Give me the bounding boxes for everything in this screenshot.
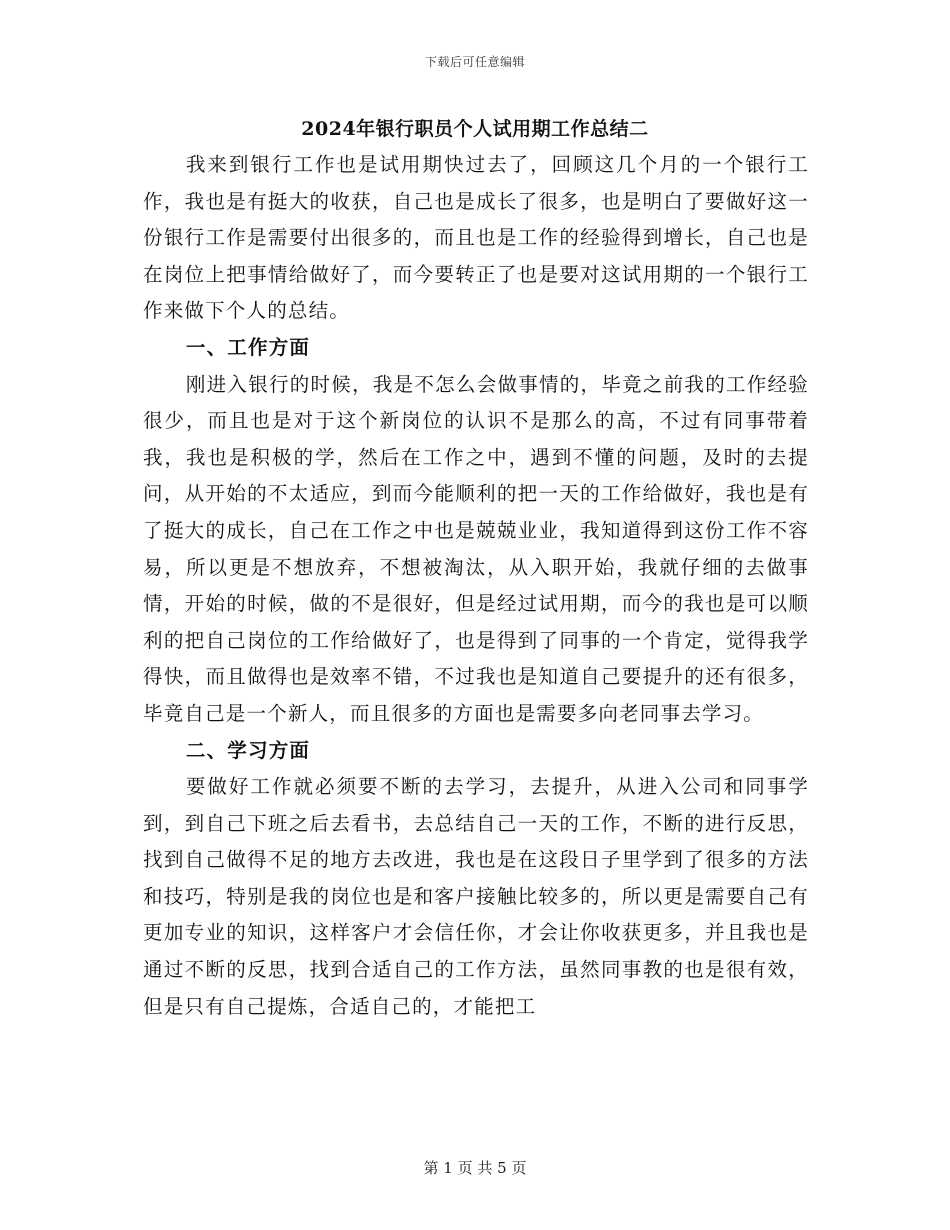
section-heading-study: 二、学习方面 <box>185 738 311 762</box>
work-paragraph: 刚进入银行的时候，我是不怎么会做事情的，毕竟之前我的工作经验很少，而且也是对于这个新岗位的认识不是那么的高，不过有同事带着我，我也是积极的学，然后在工作之中，遇到不懂的问题，及时的去提问，从开始的不太适应，到而今能顺利的把一天的工作给做好，我也是有了挺大的成长，自己在工作之中也是兢兢业业，我知道得到这份工作不容易，所以更是不想放弃，不想被淘汰，从入职开始，我就仔细的去做事情，开始的时候，做的不是很好，但是经过试用期，而今的我也是可以顺利的把自己岗位的工作给做好了，也是得到了同事的一个肯定，觉得我学得快，而且做得也是效率不错，不过我也是知道自己要提升的还有很多，毕竟自己是一个新人，而且很多的方面也是需要多向老同事去学习。 <box>143 372 809 725</box>
intro-paragraph: 我来到银行工作也是试用期快过去了，回顾这几个月的一个银行工作，我也是有挺大的收获，自己也是成长了很多，也是明白了要做好这一份银行工作是需要付出很多的，而且也是工作的经验得到增长，自己也是在岗位上把事情给做好了，而今要转正了也是要对这试用期的一个银行工作来做下个人的总结。 <box>143 153 809 323</box>
page-number: 第 1 页 共 5 页 <box>423 1159 527 1177</box>
section-heading-work: 一、工作方面 <box>185 335 311 359</box>
header-note: 下载后可任意编辑 <box>424 55 525 69</box>
document-body <box>143 147 809 1025</box>
document-title: 2024年银行职员个人试用期工作总结二 <box>301 118 649 140</box>
study-paragraph: 要做好工作就必须要不断的去学习，去提升，从进入公司和同事学到，到自己下班之后去看书，去总结自己一天的工作，不断的进行反思，找到自己做得不足的地方去改进，我也是在这段日子里学到了很多的方法和技巧，特别是我的岗位也是和客户接触比较多的，所以更是需要自己有更加专业的知识，这样客户才会信任你，才会让你收获更多，并且我也是通过不断的反思，找到合适自己的工作方法，虽然同事教的也是很有效，但是只有自己提炼，合适自己的，才能把工 <box>143 775 809 1018</box>
